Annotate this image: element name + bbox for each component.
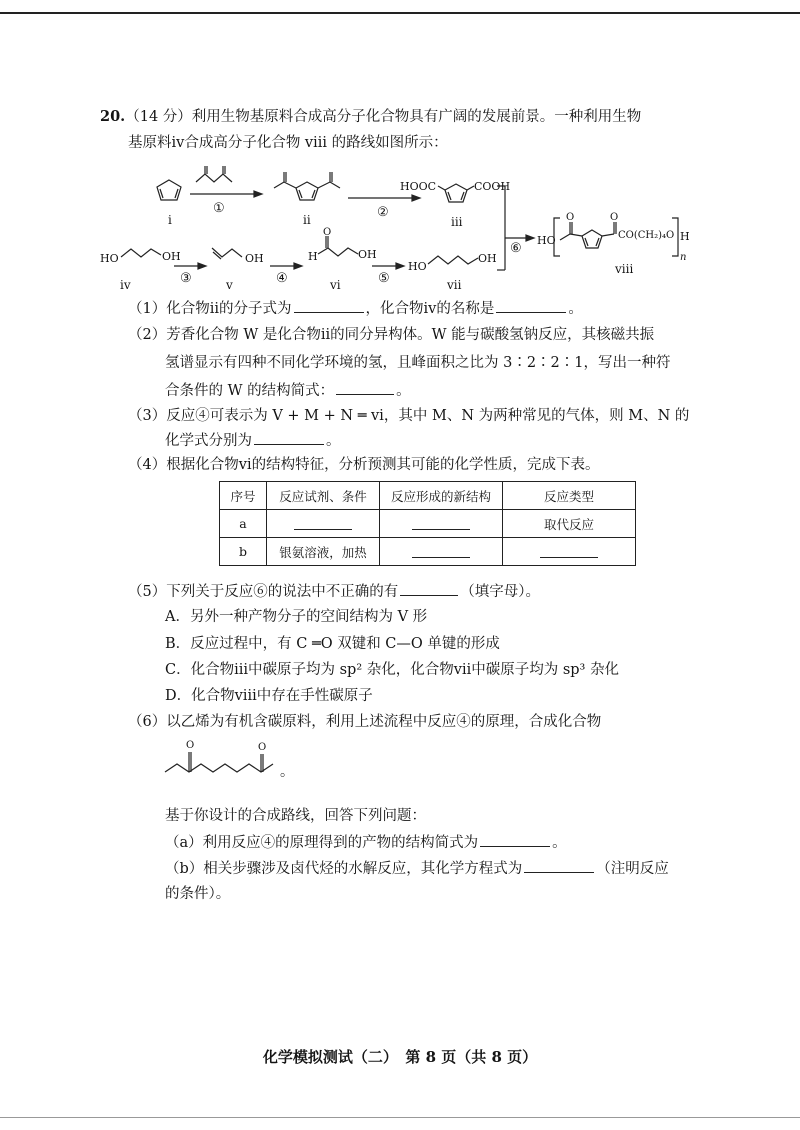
q6-a-text: 利用反应④的原理得到的产物的结构简式为 (202, 835, 479, 851)
question-score: （14 分） (125, 109, 192, 125)
q6-period: 。 (280, 764, 294, 780)
q3-text-1: 反应④可表示为 V + M + N ═ ⅵ，其中 M、N 为两种常见的气体，则 M、N 的 (166, 408, 690, 424)
row-a-id: a (220, 510, 267, 538)
row-b-type[interactable] (503, 538, 636, 566)
q2-line2: 氢谱显示有四种不同化学环境的氢，且峰面积之比为 3∶2∶2∶1，写出一种符 (165, 355, 671, 371)
step-1: ① (213, 201, 225, 216)
label-i: i (168, 213, 172, 227)
vii-oh: OH (478, 252, 497, 265)
q5-text-a: 下列关于反应⑥的说法中不正确的有 (166, 584, 399, 600)
q6-number: （6） (128, 714, 167, 730)
label-iv: iv (120, 278, 131, 292)
q3-text-2a: 化学式分别为 (165, 433, 252, 449)
q6-o-1: O (186, 740, 195, 751)
q6-line1 (128, 712, 601, 732)
intro-line-1: 利用生物基原料合成高分子化合物具有广阔的发展前景。一种利用生物 (191, 109, 642, 125)
label-iii: iii (451, 215, 463, 229)
q6-a-blank[interactable] (480, 832, 550, 847)
viii-ho: HO (537, 234, 556, 247)
vii-ho: HO (408, 260, 427, 273)
q6-b (165, 858, 669, 879)
viii-h: H (680, 230, 690, 243)
q5-blank[interactable] (400, 581, 458, 596)
label-vii: vii (447, 278, 462, 292)
q5-option-c: C．化合物ⅲ中碳原子均为 sp² 杂化，化合物ⅶ中碳原子均为 sp³ 杂化 (165, 662, 619, 678)
q6-b-label: （b） (165, 861, 204, 877)
question-header (100, 107, 641, 127)
row-a-type: 取代反应 (503, 510, 636, 538)
q6-a-end: 。 (552, 835, 567, 851)
q6-o-2: O (258, 742, 267, 753)
q6-b-blank[interactable] (524, 858, 594, 873)
q1-text-b: ，化合物ⅳ的名称是 (365, 301, 495, 317)
label-ii: ii (303, 213, 311, 227)
iii-cooh: COOH (474, 180, 511, 193)
q2-text-3a: 合条件的 W 的结构简式： (165, 383, 335, 399)
q6-b-line2: 的条件）。 (165, 886, 231, 902)
table-row (220, 538, 636, 566)
q6-target-structure (160, 732, 360, 782)
q2-text-3b: 。 (396, 383, 411, 399)
q2-number: （2） (128, 327, 167, 343)
q1-blank-name[interactable] (496, 298, 566, 313)
q5-option-b: B．反应过程中，有 C ═O 双键和 C—O 单键的形成 (165, 636, 500, 652)
q4-table (219, 481, 636, 566)
viii-o2: O (610, 212, 619, 223)
th-type: 反应类型 (503, 482, 636, 510)
q5-stem (128, 581, 540, 602)
q6-text-1: 以乙烯为有机含碳原料，利用上述流程中反应④的原理，合成化合物 (166, 714, 602, 730)
q2-line1 (128, 325, 654, 345)
q6-a (165, 832, 567, 853)
q3-number: （3） (128, 408, 167, 424)
q6-intro: 基于你设计的合成路线，回答下列问题： (165, 808, 426, 824)
step-4: ④ (276, 271, 288, 286)
q2-line3 (165, 380, 411, 401)
q4 (128, 455, 600, 475)
compound-iv (121, 249, 161, 257)
iv-oh: OH (162, 250, 181, 263)
q2-blank[interactable] (336, 380, 394, 395)
q3-line1 (128, 406, 689, 426)
compound-ii (274, 172, 340, 200)
vi-h: H (308, 250, 318, 263)
q5-text-b: （填字母）。 (460, 584, 540, 600)
acetic-anhydride (196, 166, 232, 182)
question-number: 20. (100, 108, 126, 125)
table-row (220, 510, 636, 538)
compound-i-furan (157, 180, 181, 200)
row-b-structure[interactable] (380, 538, 503, 566)
q4-text: 根据化合物ⅵ的结构特征，分析预测其可能的化学性质，完成下表。 (166, 457, 600, 473)
bottom-border (0, 1117, 800, 1118)
row-a-reagent[interactable] (267, 510, 380, 538)
label-viii: viii (615, 262, 634, 276)
viii-o1: O (566, 212, 575, 223)
q3-blank[interactable] (254, 430, 324, 445)
vi-oh: OH (358, 248, 377, 261)
q1-text-a: 化合物ⅱ的分子式为 (166, 301, 292, 317)
q1-number: （1） (128, 301, 167, 317)
q6-b-text: 相关步骤涉及卤代烃的水解反应，其化学方程式为 (203, 861, 523, 877)
vi-o: O (323, 227, 332, 238)
page-footer: 化学模拟测试（二） 第 8 页（共 8 页） (262, 1048, 538, 1066)
step-2: ② (377, 205, 389, 220)
label-vi: vi (330, 278, 341, 292)
compound-vii (428, 256, 478, 264)
th-id: 序号 (220, 482, 267, 510)
top-border (0, 12, 800, 14)
step-6: ⑥ (510, 241, 522, 256)
step-5: ⑤ (378, 271, 390, 286)
row-a-structure[interactable] (380, 510, 503, 538)
v-oh: OH (245, 252, 264, 265)
compound-iii (438, 184, 474, 202)
th-structure: 反应形成的新结构 (380, 482, 503, 510)
q1-blank-formula[interactable] (294, 298, 364, 313)
compound-vi (318, 236, 358, 256)
iv-ho: HO (100, 252, 119, 265)
q3-text-2b: 。 (326, 433, 341, 449)
intro-line-2: 基原料ⅳ合成高分子化合物 ⅷ 的路线如图所示： (128, 135, 448, 151)
viii-n: n (680, 252, 687, 263)
q3-line2 (165, 430, 341, 451)
viii-ester: CO(CH₂)₄O (618, 230, 675, 241)
q5-option-d: D．化合物ⅷ中存在手性碳原子 (165, 688, 373, 704)
q5-option-a: A．另外一种产物分子的空间结构为 V 形 (165, 609, 428, 625)
q1-text-c: 。 (568, 301, 583, 317)
row-b-reagent: 银氨溶液，加热 (267, 538, 380, 566)
label-v: v (226, 278, 233, 292)
q1 (128, 298, 583, 319)
q5-number: （5） (128, 584, 167, 600)
q4-number: （4） (128, 457, 167, 473)
compound-v (212, 248, 242, 259)
iii-hooc: HOOC (400, 180, 437, 193)
q2-text-1: 芳香化合物 W 是化合物ⅱ的同分异构体。W 能与碳酸氢钠反应，其核磁共振 (166, 327, 655, 343)
q6-a-label: （a） (165, 835, 203, 851)
reaction-scheme (0, 160, 800, 320)
q6-b-end: （注明反应 (596, 861, 669, 877)
table-header-row (220, 482, 636, 510)
step-3: ③ (180, 271, 192, 286)
row-b-id: b (220, 538, 267, 566)
th-reagent: 反应试剂、条件 (267, 482, 380, 510)
